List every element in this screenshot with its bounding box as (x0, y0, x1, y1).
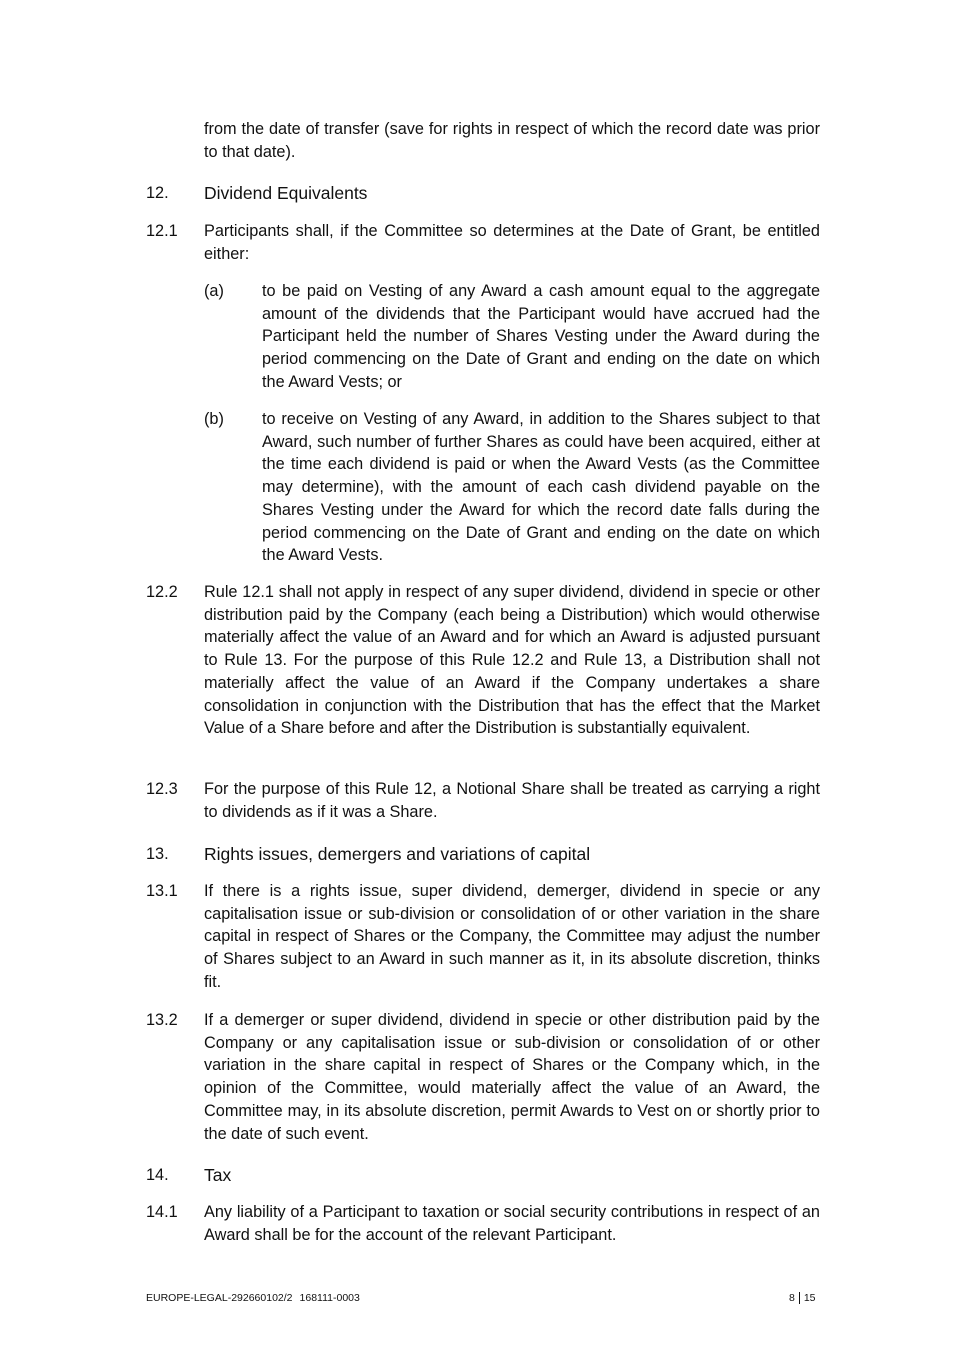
rule-13-1-number: 13.1 (146, 882, 178, 900)
rule-12-1-a-text: to be paid on Vesting of any Award a cash amount equal to the aggregate amount of the dividends that the Participant would have accrued had the Participant held the number of Shares Vesting under the Award during the period commencing on the Date of Grant and ending on the date on which the Award Vests; or (262, 282, 820, 391)
rule-12-1-number: 12.1 (146, 222, 178, 240)
section-14-heading: Tax (204, 1165, 232, 1185)
page-total: 15 (803, 1292, 816, 1304)
rule-13-1-text: If there is a rights issue, super dividend, demerger, dividend in specie or any capitalisation issue or sub-division or consolidation of or other variation in the share capital in respect of Shares or the Company, the Committee may adjust the number of Shares subject to an Award in such manner as it, in its absolute discretion, thinks fit. (204, 882, 820, 991)
rule-13-2-text: If a demerger or super dividend, dividend in specie or other distribution paid by the Company or any capitalisation issue or sub-division or consolidation of or other variation in the share capital in respect of Shares or the Company which, in the opinion of the Committee, would materially affect the value of an Award, the Committee may, in its absolute discretion, permit Awards to Vest on or shortly prior to the date of such event. (204, 1011, 820, 1143)
footer-matter-ref: 168111-0003 (299, 1292, 360, 1304)
rule-14-1-text: Any liability of a Participant to taxation or social security contributions in respect of an Award shall be for the account of the relevant Participant. (204, 1203, 820, 1244)
rule-12-3-text: For the purpose of this Rule 12, a Notional Share shall be treated as carrying a right to dividends as if it was a Share. (204, 780, 820, 821)
section-13-heading: Rights issues, demergers and variations of capital (204, 844, 591, 864)
rule-12-2-text: Rule 12.1 shall not apply in respect of any super dividend, dividend in specie or other distribution paid by the Company (each being a Distribution) which would otherwise materially affect the value of an Award and for which an Award is adjusted pursuant to Rule 13. For the purpose of this Rule 12.2 and Rule 13, a Distribution shall not materially affect the value of an Award if the Company undertakes a share consolidation in conjunction with the Distribution that has the effect that the Market Value of a Share before and after the Distribution is substantially equivalent. (204, 583, 820, 738)
rule-12-1-text: Participants shall, if the Committee so determines at the Date of Grant, be entitled either: (204, 222, 820, 263)
section-12-number: 12. (146, 184, 169, 202)
footer-doc-ref: EUROPE-LEGAL-292660102/2 (146, 1292, 293, 1304)
rule-12-1-b-text: to receive on Vesting of any Award, in addition to the Shares subject to that Award, such number of further Shares as could have been acquired, either at the time each dividend is paid or when the Award Vests (as the Committee may determine), with the amount of each cash dividend payable on the Shares Vesting under the Award for which the record date falls during the period commencing on the Date of Grant and ending on the date on which the Award Vests. (262, 410, 820, 565)
section-13-number: 13. (146, 845, 169, 863)
page-current: 8 (789, 1292, 795, 1304)
rule-12-1-b-label: (b) (204, 410, 224, 428)
footer-document-reference (146, 1291, 360, 1305)
continuation-paragraph: from the date of transfer (save for rights in respect of which the record date was prior to that date). (204, 120, 820, 161)
rule-12-3-number: 12.3 (146, 780, 178, 798)
rule-13-2-number: 13.2 (146, 1011, 178, 1029)
section-14-number: 14. (146, 1166, 169, 1184)
page-separator (799, 1292, 800, 1304)
section-12-heading: Dividend Equivalents (204, 183, 368, 203)
rule-14-1-number: 14.1 (146, 1203, 178, 1221)
rule-12-1-a-label: (a) (204, 282, 224, 300)
rule-12-2-number: 12.2 (146, 583, 178, 601)
footer-page-number (789, 1291, 816, 1305)
